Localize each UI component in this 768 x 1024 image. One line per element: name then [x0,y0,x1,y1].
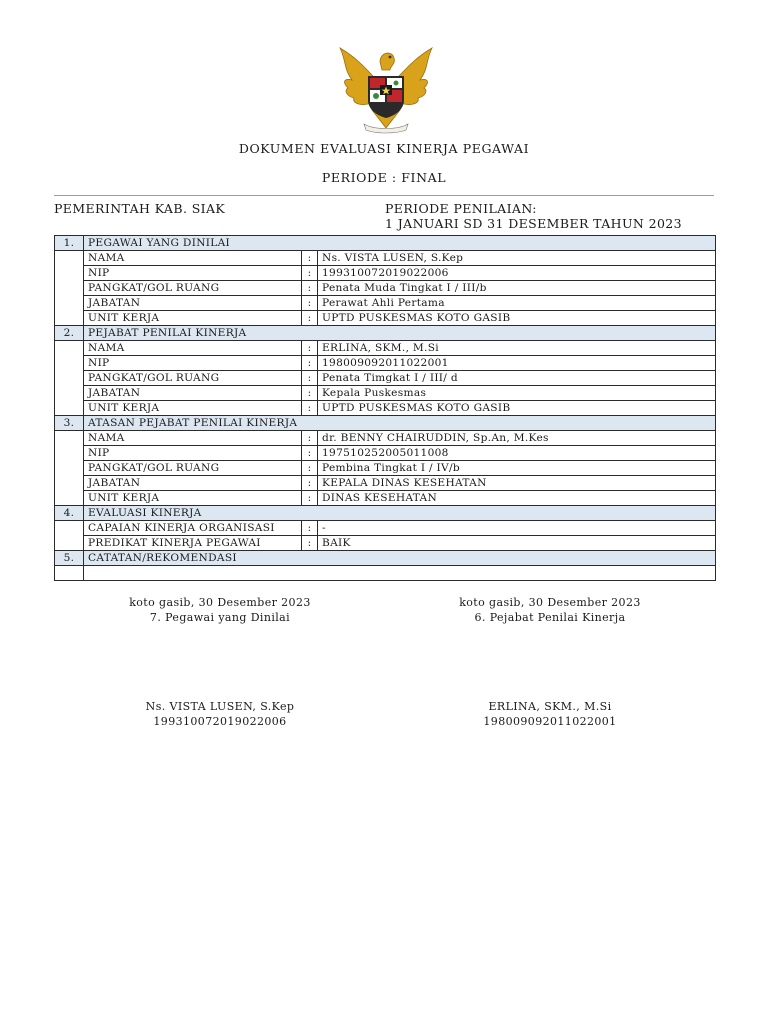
section-title: PEGAWAI YANG DINILAI [84,236,716,251]
row-colon: : [302,356,318,371]
row-colon: : [302,476,318,491]
row-label: UNIT KERJA [84,491,302,506]
row-value: 199310072019022006 [318,266,716,281]
row-value: DINAS KESEHATAN [318,491,716,506]
row-value: - [318,521,716,536]
row-colon: : [302,446,318,461]
section-header-assessor [55,326,716,341]
table-row [55,281,716,296]
row-value: Perawat Ahli Pertama [318,296,716,311]
row-value: Penata Muda Tingkat I / III/b [318,281,716,296]
row-label: UNIT KERJA [84,401,302,416]
table-row [55,461,716,476]
left-signature-name: Ns. VISTA LUSEN, S.Kep [145,700,295,713]
table-row [55,566,716,581]
table-row [55,386,716,401]
row-value: Penata Timgkat I / III/ d [318,371,716,386]
row-label: PANGKAT/GOL RUANG [84,281,302,296]
row-colon: : [302,251,318,266]
table-row [55,401,716,416]
section-header-evaluation [55,506,716,521]
row-value: 197510252005011008 [318,446,716,461]
table-row [55,266,716,281]
row-value: KEPALA DINAS KESEHATAN [318,476,716,491]
table-row [55,311,716,326]
row-value: 198009092011022001 [318,356,716,371]
section-number: 4. [55,506,84,521]
row-colon: : [302,521,318,536]
table-row [55,536,716,551]
row-colon: : [302,536,318,551]
row-value: Kepala Puskesmas [318,386,716,401]
row-label: JABATAN [84,476,302,491]
row-label: NIP [84,356,302,371]
right-signature-date: koto gasib, 30 Desember 2023 [459,596,641,609]
row-label: UNIT KERJA [84,311,302,326]
left-signature-nip: 199310072019022006 [153,715,287,728]
section-header-employee [55,236,716,251]
row-value: BAIK [318,536,716,551]
header-divider [54,195,714,196]
row-colon: : [302,491,318,506]
table-row [55,341,716,356]
row-colon: : [302,311,318,326]
row-value: dr. BENNY CHAIRUDDIN, Sp.An, M.Kes [318,431,716,446]
section-title: ATASAN PEJABAT PENILAI KINERJA [84,416,716,431]
row-colon: : [302,341,318,356]
row-value: UPTD PUSKESMAS KOTO GASIB [318,311,716,326]
document-title: DOKUMEN EVALUASI KINERJA PEGAWAI [238,141,530,156]
row-colon: : [302,431,318,446]
right-signature-nip: 198009092011022001 [483,715,617,728]
row-label: CAPAIAN KINERJA ORGANISASI [84,521,302,536]
row-value: Ns. VISTA LUSEN, S.Kep [318,251,716,266]
row-label: NAMA [84,341,302,356]
table-row [55,476,716,491]
left-signature-date: koto gasib, 30 Desember 2023 [129,596,311,609]
government-name: PEMERINTAH KAB. SIAK [54,201,226,216]
row-label: JABATAN [84,386,302,401]
row-colon: : [302,296,318,311]
table-row [55,371,716,386]
row-label: PREDIKAT KINERJA PEGAWAI [84,536,302,551]
table-row [55,491,716,506]
section-number: 5. [55,551,84,566]
section-number: 1. [55,236,84,251]
assessment-period-value: 1 JANUARI SD 31 DESEMBER TAHUN 2023 [385,216,683,231]
section-title: PEJABAT PENILAI KINERJA [84,326,716,341]
garuda-pancasila-emblem-icon [334,40,438,135]
table-row [55,296,716,311]
table-row [55,356,716,371]
table-row [55,446,716,461]
row-colon: : [302,461,318,476]
row-value: UPTD PUSKESMAS KOTO GASIB [318,401,716,416]
row-label: JABATAN [84,296,302,311]
right-signature-name: ERLINA, SKM., M.Si [488,700,612,713]
row-colon: : [302,266,318,281]
table-row [55,431,716,446]
row-value: ERLINA, SKM., M.Si [318,341,716,356]
section-number: 2. [55,326,84,341]
row-label: NAMA [84,251,302,266]
row-colon: : [302,371,318,386]
row-value: Pembina Tingkat I / IV/b [318,461,716,476]
row-colon: : [302,386,318,401]
section-title: EVALUASI KINERJA [84,506,716,521]
row-colon: : [302,281,318,296]
section-header-notes [55,551,716,566]
left-signature-role: 7. Pegawai yang Dinilai [149,611,291,624]
row-colon: : [302,401,318,416]
table-row [55,251,716,266]
row-label: NIP [84,266,302,281]
row-label: PANGKAT/GOL RUANG [84,461,302,476]
row-label: PANGKAT/GOL RUANG [84,371,302,386]
notes-field [84,566,716,581]
section-header-supervisor [55,416,716,431]
right-signature-role: 6. Pejabat Penilai Kinerja [474,611,626,624]
table-row [55,521,716,536]
assessment-period [385,201,682,231]
evaluation-table [54,235,716,581]
section-title: CATATAN/REKOMENDASI [84,551,716,566]
period-label: PERIODE : FINAL [321,170,447,185]
section-number: 3. [55,416,84,431]
row-label: NIP [84,446,302,461]
row-label: NAMA [84,431,302,446]
assessment-period-label: PERIODE PENILAIAN: [385,201,537,216]
